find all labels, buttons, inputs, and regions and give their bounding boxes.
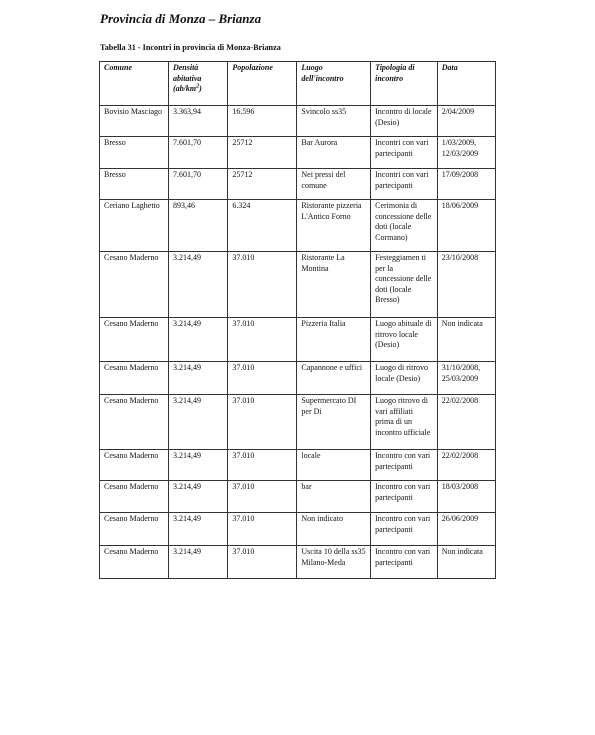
header-densita-text: Densità abitativa (ab/km	[172, 63, 202, 93]
cell-data: 22/02/2008	[437, 450, 495, 481]
cell-data: 23/10/2008	[437, 252, 495, 318]
cell-tipologia: Luogo ritrovo di vari affiliati prima di un incontro ufficiale	[371, 395, 438, 450]
cell-tipologia: Incontro con vari partecipanti	[371, 546, 438, 579]
cell-comune: Cesano Maderno	[100, 450, 169, 481]
table-row	[100, 362, 496, 395]
cell-comune: Cesano Maderno	[100, 395, 169, 450]
cell-densita: 7.601,70	[168, 169, 227, 200]
cell-luogo: Capannone e uffici	[297, 362, 371, 395]
cell-densita: 3.214,49	[168, 362, 227, 395]
page-header-title: Provincia di Monza – Brianza	[100, 11, 262, 26]
cell-densita: 3.214,49	[168, 513, 227, 546]
cell-popolazione: 37.010	[228, 481, 297, 513]
header-comune: Comune	[100, 62, 169, 106]
cell-popolazione: 16.596	[228, 106, 297, 137]
cell-comune: Cesano Maderno	[100, 481, 169, 513]
cell-densita: 3.214,49	[168, 481, 227, 513]
cell-luogo: Pizzeria Italia	[297, 318, 371, 362]
cell-luogo: Uscita 10 della ss35 Milano-Meda	[297, 546, 371, 579]
table-row	[100, 106, 496, 137]
cell-tipologia: Incontro con vari partecipanti	[371, 481, 438, 513]
cell-luogo: Svincolo ss35	[297, 106, 371, 137]
header-luogo: Luogo dell'incontro	[297, 62, 371, 106]
header-densita	[168, 62, 227, 106]
cell-tipologia: Luogo abituale di ritrovo locale (Desio)	[371, 318, 438, 362]
table-row	[100, 252, 496, 318]
table-row	[100, 200, 496, 252]
cell-densita: 3.214,49	[168, 395, 227, 450]
cell-tipologia: Incontro di locale (Desio)	[371, 106, 438, 137]
cell-luogo: bar	[297, 481, 371, 513]
cell-luogo: Ristorante La Montina	[297, 252, 371, 318]
cell-data: 18/03/2008	[437, 481, 495, 513]
cell-popolazione: 6.324	[228, 200, 297, 252]
table-row	[100, 481, 496, 513]
cell-data: 31/10/2008, 25/03/2009	[437, 362, 495, 395]
cell-tipologia: Luogo di ritrovo locale (Desio)	[371, 362, 438, 395]
table-row	[100, 395, 496, 450]
cell-tipologia: Festeggiamen ti per la concessione delle doti (locale Bresso)	[371, 252, 438, 318]
cell-data: Non indicata	[437, 318, 495, 362]
cell-comune: Cesano Maderno	[100, 318, 169, 362]
cell-densita: 3.214,49	[168, 252, 227, 318]
cell-data: Non indicata	[437, 546, 495, 579]
cell-luogo: Supermercato DI per Di	[297, 395, 371, 450]
cell-popolazione: 37.010	[228, 395, 297, 450]
cell-popolazione: 37.010	[228, 252, 297, 318]
cell-tipologia: Cerimonia di concessione delle doti (locale Cormano)	[371, 200, 438, 252]
table-row	[100, 450, 496, 481]
cell-popolazione: 37.010	[228, 362, 297, 395]
cell-luogo: Ristorante pizzeria L'Antico Forno	[297, 200, 371, 252]
cell-data: 17/09/2008	[437, 169, 495, 200]
cell-popolazione: 37.010	[228, 450, 297, 481]
cell-densita: 893,46	[168, 200, 227, 252]
table-row	[100, 546, 496, 579]
header-popolazione: Popolazione	[228, 62, 297, 106]
cell-comune: Bresso	[100, 137, 169, 169]
cell-tipologia: Incontri con vari partecipanti	[371, 137, 438, 169]
header-tipologia: Tipologia di incontro	[371, 62, 438, 106]
cell-densita: 3.214,49	[168, 450, 227, 481]
cell-data: 26/06/2009	[437, 513, 495, 546]
header-data: Data	[437, 62, 495, 106]
table-caption: Tabella 31 - Incontri in provincia di Monza-Brianza	[100, 43, 281, 52]
cell-comune: Cesano Maderno	[100, 252, 169, 318]
header-densita-exponent: 2	[196, 83, 200, 90]
cell-luogo: Non indicato	[297, 513, 371, 546]
cell-densita: 3.214,49	[168, 546, 227, 579]
header-densita-close: )	[199, 84, 202, 93]
cell-tipologia: Incontro con vari partecipanti	[371, 450, 438, 481]
cell-luogo: Bar Aurora	[297, 137, 371, 169]
cell-comune: Ceriano Laghetto	[100, 200, 169, 252]
cell-tipologia: Incontri con vari partecipanti	[371, 169, 438, 200]
cell-densita: 3.363,94	[168, 106, 227, 137]
cell-data: 18/06/2009	[437, 200, 495, 252]
table-row	[100, 318, 496, 362]
cell-data: 1/03/2009, 12/03/2009	[437, 137, 495, 169]
table-row	[100, 137, 496, 169]
cell-comune: Bovisio Masciago	[100, 106, 169, 137]
cell-tipologia: Incontro con vari partecipanti	[371, 513, 438, 546]
cell-luogo: Nei pressi del comune	[297, 169, 371, 200]
cell-popolazione: 25712	[228, 137, 297, 169]
cell-comune: Cesano Maderno	[100, 362, 169, 395]
cell-data: 2/04/2009	[437, 106, 495, 137]
cell-data: 22/02/2008	[437, 395, 495, 450]
cell-popolazione: 37.010	[228, 546, 297, 579]
table-header-row	[100, 62, 496, 106]
cell-comune: Bresso	[100, 169, 169, 200]
cell-densita: 7.601,70	[168, 137, 227, 169]
cell-popolazione: 37.010	[228, 513, 297, 546]
cell-popolazione: 37.010	[228, 318, 297, 362]
table-row	[100, 169, 496, 200]
cell-luogo: locale	[297, 450, 371, 481]
meetings-table	[99, 61, 496, 579]
cell-popolazione: 25712	[228, 169, 297, 200]
cell-comune: Cesano Maderno	[100, 513, 169, 546]
cell-comune: Cesano Maderno	[100, 546, 169, 579]
cell-densita: 3.214,49	[168, 318, 227, 362]
table-row	[100, 513, 496, 546]
